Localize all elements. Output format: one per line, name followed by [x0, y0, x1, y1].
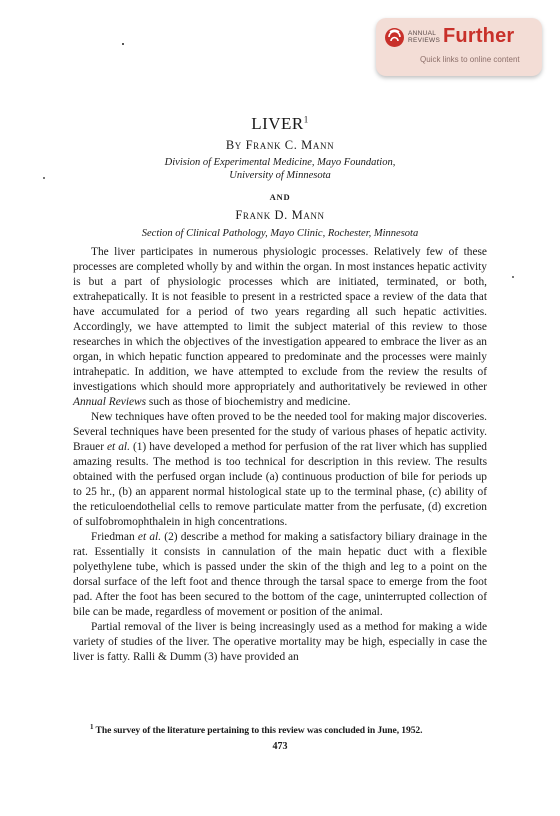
footnote-marker: 1 [90, 723, 94, 731]
article-title: LIVER$^1$ [251, 114, 309, 133]
article-body [73, 245, 487, 665]
annual-reviews-logo-icon [385, 28, 404, 47]
author-affiliation-1: Division of Experimental Medicine, Mayo Foundation, University of Minnesota [164, 157, 396, 181]
author-byline-1: By Frank C. Mann [225, 138, 335, 152]
author-byline-2: Frank D. Mann [235, 208, 325, 222]
footnote: $^1$ The survey of the literature pertaining to this review was concluded in June, 1952. [90, 723, 423, 737]
badge-further-word: Further [443, 25, 515, 47]
badge-subtitle: Quick links to online content [420, 55, 520, 64]
title-footnote-marker: 1 [303, 114, 309, 125]
paragraph: Friedman et al. (2) describe a method for making a satisfactory biliary drainage in the rat. Essentially it consists in cannulation of the main hepatic duct with a flexible polyethylene tube, which is passed under the skin of the thigh and leg to a point on the dorsal surface of the left foot and thence through the tarsal space to emerge from the foot pad. After the foot has been secured to the bottom of the cage, uninterrupted collection of bile can be made, regardless of movement or position of the animal. [73, 531, 487, 618]
author-affiliation-2: Section of Clinical Pathology, Mayo Clinic, Rochester, Minnesota [141, 228, 419, 239]
paragraph: The liver participates in numerous physiologic processes. Relatively few of these processes are completed wholly by and within the organ. In most instances hepatic activity is but a part of physiologic processes which are initiated, terminated, or both, extrahepatically. It is not feasible to present in a restricted space a review of the data that have accumulated for a period of two years regarding all such hepatic activities. Accordingly, we have attempted to limit the subject material of this review to those researches in which the objectives of the investigation appeared to embrace the liver as an organ, in which hepatic function appeared to predominate and the processes were mainly intrahepatic. In addition, we have attempted to exclude from the review the results of investigations which should more appropriately and authoritatively be reviewed in other Annual Reviews such as those of biochemistry and medicine. [73, 246, 487, 408]
paragraph: Partial removal of the liver is being increasingly used as a method for making a wide variety of studies of the liver. The operative mortality may be high, especially in case the liver is fatty. Ralli & Dumm (3) have provided an [73, 621, 487, 663]
paragraph: New techniques have often proved to be the needed tool for making major discoveries. Several techniques have been presented for the study of various phases of hepatic activity. Brauer et al. (1) have developed a method for perfusion of the rat liver which has supplied amazing results. The method is too technical for description in this review. The results obtained with the perfused organ include (a) continuous production of bile for periods up to 25 hr., (b) an apparent normal histological state up to the terminal phase, (c) ability of the reticuloendothelial cells to remove particulate matter from the perfusate, (d) excretion of sulfobromophthalein in high concentrations. [73, 411, 487, 528]
badge-publisher-label: ANNUAL REVIEWS [408, 30, 441, 44]
stray-mark [122, 43, 124, 45]
stray-mark [512, 276, 514, 278]
page-number: 473 [272, 741, 288, 752]
annual-reviews-further-badge[interactable] [376, 18, 542, 76]
author-separator: AND [269, 192, 291, 202]
